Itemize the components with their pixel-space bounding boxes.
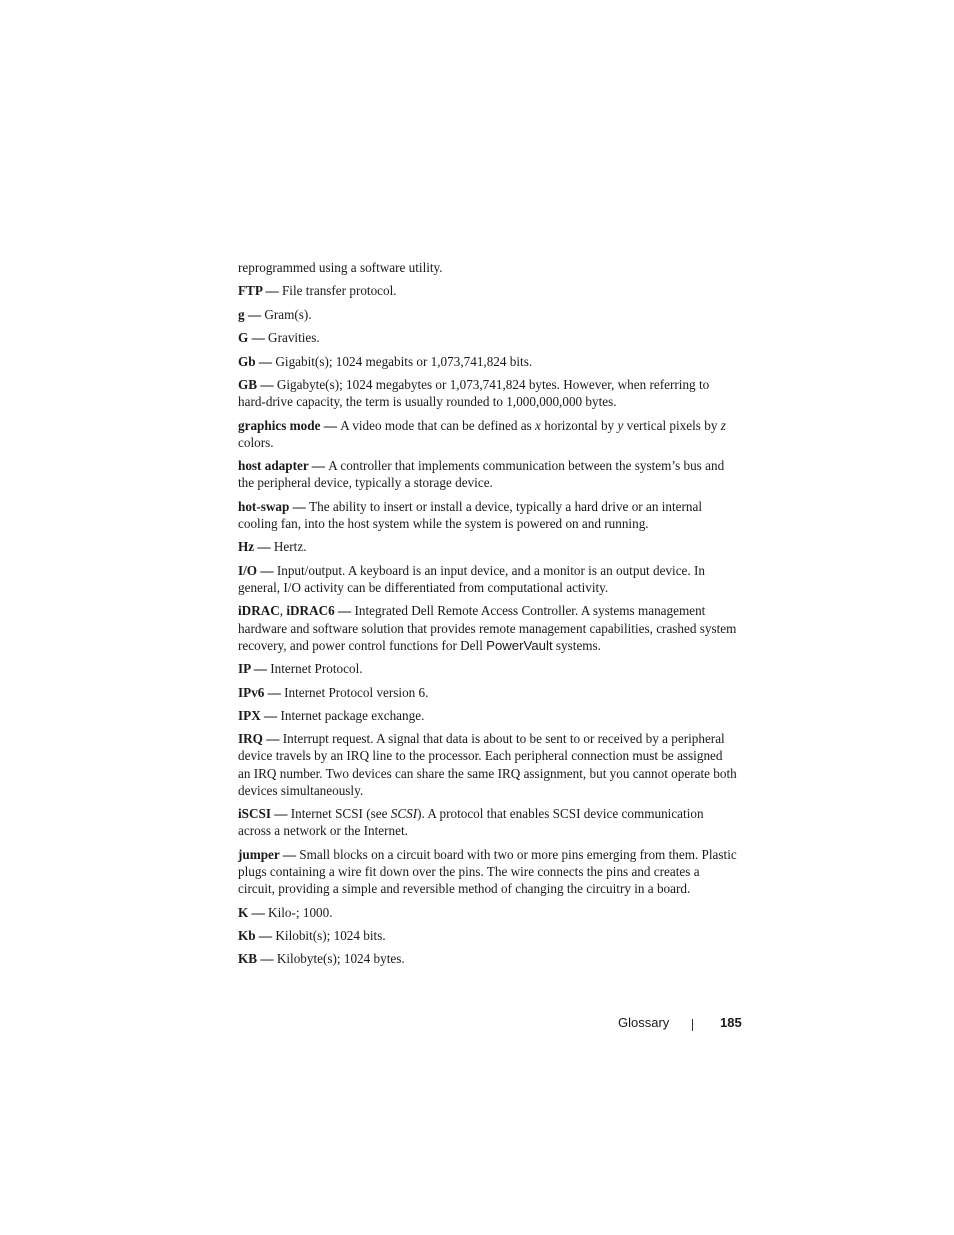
glossary-entry-host-adapter xyxy=(238,457,738,491)
glossary-definition: horizontal by xyxy=(540,417,618,433)
glossary-definition: Integrated Dell Remote Access Controller. A systems management hardware and software solution that provides remote management capabilities, crashed system recovery, and power control functions for Dell xyxy=(238,603,737,653)
em-dash: — xyxy=(257,951,277,967)
glossary-term: Hz xyxy=(238,539,255,555)
glossary-definition: Kilobit(s); 1024 bits. xyxy=(275,928,386,944)
glossary-definition: Internet Protocol. xyxy=(270,661,363,677)
glossary-term: g xyxy=(238,306,245,322)
glossary-term: iSCSI xyxy=(238,806,271,822)
glossary-term: G xyxy=(238,330,249,346)
em-dash: — xyxy=(257,562,277,578)
glossary-entry-idrac xyxy=(238,602,738,654)
glossary-entry-ip xyxy=(238,660,738,677)
glossary-entry-ipv6 xyxy=(238,684,738,701)
variable-z: z xyxy=(720,417,726,433)
glossary-entry-jumper xyxy=(238,846,738,898)
glossary-term: FTP xyxy=(238,283,263,299)
glossary-definition: Internet SCSI (see xyxy=(290,806,391,822)
em-dash: — xyxy=(262,731,283,747)
glossary-term: KB xyxy=(238,951,258,967)
glossary-term: jumper xyxy=(238,846,280,862)
glossary-term-alt: iDRAC6 xyxy=(286,603,335,619)
term-comma: , xyxy=(279,603,287,619)
glossary-definition: Internet Protocol version 6. xyxy=(284,684,429,700)
glossary-entry-io xyxy=(238,562,738,596)
glossary-term: I/O xyxy=(238,562,258,578)
em-dash: — xyxy=(320,417,341,433)
glossary-definition: ). A protocol that enables SCSI device communication across a network or the Internet. xyxy=(238,806,704,839)
glossary-term: IP xyxy=(238,661,251,677)
glossary-definition: colors. xyxy=(238,434,274,450)
glossary-entry-irq xyxy=(238,730,738,799)
em-dash: — xyxy=(250,661,271,677)
glossary-term: IRQ xyxy=(238,731,263,747)
glossary-entry-g-upper xyxy=(238,329,738,346)
em-dash: — xyxy=(308,458,329,474)
page-number: 185 xyxy=(720,1015,742,1030)
em-dash: — xyxy=(248,904,269,920)
glossary-definition: vertical pixels by xyxy=(623,417,721,433)
glossary-entry-hot-swap xyxy=(238,498,738,532)
glossary-term: IPv6 xyxy=(238,684,265,700)
glossary-entry-ipx xyxy=(238,707,738,724)
glossary-entry-gb-bit xyxy=(238,353,738,370)
glossary-definition: systems. xyxy=(552,637,601,653)
em-dash: — xyxy=(255,928,276,944)
glossary-entry-kb-byte xyxy=(238,950,738,967)
em-dash: — xyxy=(334,603,355,619)
glossary-definition: Hertz. xyxy=(273,539,307,555)
glossary-term: K xyxy=(238,904,249,920)
glossary-body xyxy=(238,259,738,974)
glossary-definition: Gram(s). xyxy=(264,306,312,322)
glossary-definition: File transfer protocol. xyxy=(281,283,397,299)
glossary-entry-kb-bit xyxy=(238,927,738,944)
page-footer xyxy=(0,1015,954,1035)
glossary-definition: Gigabyte(s); 1024 megabytes or 1,073,741,824 bytes. However, when referring to hard-drive capacity, the term is usually rounded to 1,000,000,000 bytes. xyxy=(238,376,710,410)
glossary-entry-iscsi xyxy=(238,805,738,839)
em-dash: — xyxy=(260,707,281,723)
glossary-definition: Gigabit(s); 1024 megabits or 1,073,741,824 bits. xyxy=(275,353,533,369)
glossary-definition: Input/output. A keyboard is an input device, and a monitor is an output device. In general, I/O activity can be differentiated from computational activity. xyxy=(238,562,705,595)
em-dash: — xyxy=(271,806,291,822)
footer-section-title: Glossary xyxy=(618,1015,670,1030)
glossary-definition: Kilobyte(s); 1024 bytes. xyxy=(276,951,405,967)
brand-name: PowerVault xyxy=(486,637,553,653)
em-dash: — xyxy=(279,846,300,862)
glossary-entry-k xyxy=(238,904,738,921)
em-dash: — xyxy=(244,306,265,322)
cross-reference: SCSI xyxy=(390,806,418,822)
em-dash: — xyxy=(255,353,276,369)
glossary-term: iDRAC xyxy=(238,603,280,619)
em-dash: — xyxy=(257,376,277,392)
glossary-term: Gb xyxy=(238,353,256,369)
glossary-definition: A video mode that can be defined as xyxy=(340,417,536,433)
glossary-entry-gb-byte xyxy=(238,376,738,410)
glossary-term: host adapter xyxy=(238,458,309,474)
em-dash: — xyxy=(289,498,310,514)
glossary-term: graphics mode xyxy=(238,417,321,433)
glossary-entry-graphics-mode xyxy=(238,417,738,451)
glossary-definition: The ability to insert or install a device, typically a hard drive or an internal cooling fan, into the host system while the system is powered on and running. xyxy=(238,498,703,531)
em-dash: — xyxy=(264,684,285,700)
glossary-definition: Internet package exchange. xyxy=(280,707,425,723)
glossary-definition: Kilo-; 1000. xyxy=(268,904,333,920)
variable-y: y xyxy=(617,417,624,433)
em-dash: — xyxy=(254,539,274,555)
glossary-definition: Interrupt request. A signal that data is about to be sent to or received by a peripheral device travels by an IRQ line to the processor. Each peripheral connection must be assigned an IRQ number. Two devices can share the same IRQ assignment, but you cannot operate both devices simultaneously. xyxy=(238,731,737,798)
glossary-term: IPX xyxy=(238,707,261,723)
glossary-entry-ftp xyxy=(238,282,738,299)
glossary-entry-hz xyxy=(238,538,738,555)
glossary-term: GB xyxy=(238,376,258,392)
glossary-entry-g-lower xyxy=(238,306,738,323)
glossary-definition: Gravities. xyxy=(268,330,320,346)
continuation-text: reprogrammed using a software utility. xyxy=(238,260,443,275)
glossary-term: hot-swap xyxy=(238,498,290,514)
variable-x: x xyxy=(535,417,541,433)
em-dash: — xyxy=(262,283,282,299)
em-dash: — xyxy=(248,330,269,346)
footer-divider xyxy=(692,1019,693,1031)
glossary-definition: A controller that implements communication between the system’s bus and the peripheral device, typically a storage device. xyxy=(238,458,725,491)
glossary-definition: Small blocks on a circuit board with two or more pins emerging from them. Plastic plugs containing a wire fit down over the pins. The wire connects the pins and creates a circuit, providing a simple and reversible method of changing the circuitry in a board. xyxy=(238,846,737,897)
glossary-term: Kb xyxy=(238,928,256,944)
